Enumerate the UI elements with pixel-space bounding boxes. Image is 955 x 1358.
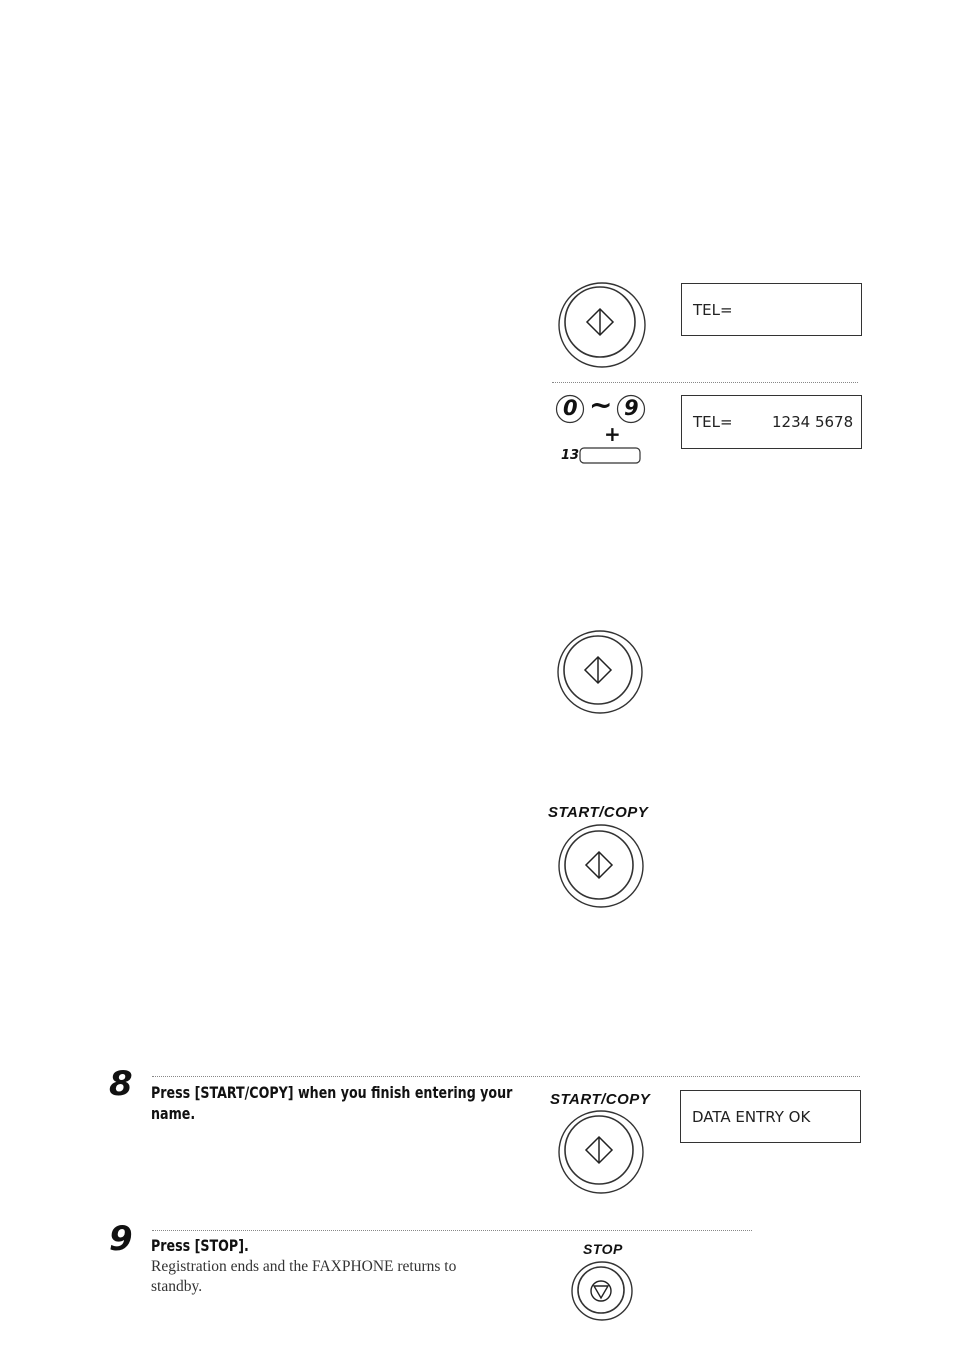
plus-symbol: + — [604, 422, 621, 446]
stop-icon — [591, 1281, 611, 1301]
start-copy-button[interactable] — [556, 822, 646, 910]
start-button[interactable] — [556, 280, 648, 370]
lcd-label: TEL= — [693, 413, 733, 431]
start-button[interactable] — [555, 628, 645, 716]
step-9-title: Press [STOP]. — [151, 1236, 249, 1255]
step-9-number: 9 — [109, 1219, 133, 1259]
digit-0-label: 0 — [563, 396, 578, 420]
step-8-number: 8 — [109, 1064, 133, 1104]
lcd-display-tel-empty — [681, 283, 862, 336]
divider — [552, 382, 858, 383]
start-icon — [585, 657, 611, 683]
step-9-body: Registration ends and the FAXPHONE returns to standby. — [151, 1258, 457, 1295]
start-icon — [586, 1137, 612, 1163]
key-number-label: 13 — [561, 448, 580, 463]
lcd-value: 1234 5678 — [772, 413, 854, 431]
start-copy-caption: START/COPY — [550, 1091, 651, 1108]
step-9-divider — [152, 1230, 752, 1231]
digit-9-label: 9 — [624, 396, 639, 420]
step-8-title: Press [START/COPY] when you finish entering your name. — [151, 1083, 513, 1123]
lcd-message: DATA ENTRY OK — [692, 1107, 811, 1126]
start-copy-button[interactable] — [556, 1108, 646, 1196]
stop-caption: STOP — [583, 1241, 623, 1257]
stop-button[interactable] — [570, 1260, 634, 1322]
one-touch-key-13-icon[interactable] — [578, 446, 642, 466]
lcd-label: TEL= — [693, 300, 733, 319]
lcd-display-data-entry-ok — [680, 1090, 861, 1143]
lcd-display-tel-number — [681, 395, 862, 449]
start-copy-caption: START/COPY — [548, 804, 649, 821]
start-icon — [587, 309, 613, 335]
start-icon — [586, 852, 612, 878]
tilde-symbol: ~ — [589, 388, 613, 421]
step-8-divider — [152, 1076, 860, 1077]
